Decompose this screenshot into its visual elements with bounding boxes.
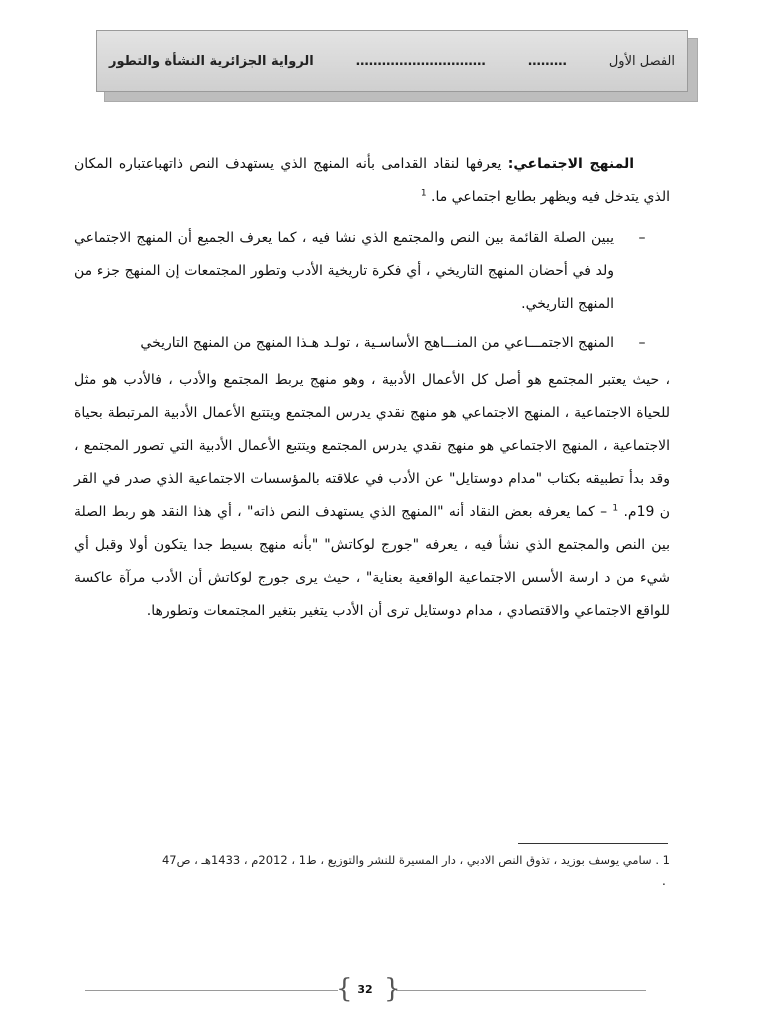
page-number-bracket-right: } <box>384 974 401 1004</box>
body-text-continued: – كما يعرفه بعض النقاد أنه "المنهج الذي يستهدف النص ذاته" ، أي هذا النقد هو ربط الصلة بين النص والمجتمع الذي نشأ فيه ، يعرفه "جورج لوكاتش" "بأنه منهج بسيط جدا يتكون أولا وقبل أي شيء من د ارسة الأسس الاجتماعية الواقعية بعناية" ، حيث يرى جورج لوكاتش أن الأدب مرآة عاكسة للواقع الاجتماعي والاقتصادي ، مدام دوستايل ترى أن الأدب يتغير بتغير المجتمعات وتطورها. <box>74 504 670 619</box>
header-title: الرواية الجزائرية النشأة والتطور <box>109 53 314 69</box>
bullet-dash: – <box>638 335 646 351</box>
footer-rule-left <box>85 990 338 991</box>
header-chapter: الفصل الأول <box>608 53 675 69</box>
bullet-item <box>74 327 670 360</box>
footnote-trailing-dot: . <box>662 874 666 888</box>
footer-rule-right <box>396 990 646 991</box>
header-dots-long: ………………………… <box>355 53 486 69</box>
bullet-item <box>74 222 670 321</box>
intro-term: المنهج الاجتماعي: <box>507 156 635 172</box>
running-header-content <box>109 43 675 79</box>
header-dots-short: ……… <box>527 53 567 69</box>
body-paragraph <box>74 364 670 628</box>
page-number: 32 <box>357 983 373 996</box>
intro-text: يعرفها لنقاد القدامى بأنه المنهج الذي يستهدف النص ذاتهباعتباره المكان الذي يتدخل فيه ويظهر بطابع اجتماعي ما. <box>74 156 670 205</box>
footnote: 1 . سامي يوسف بوزيد ، تذوق النص الادبي ، دار المسيرة للنشر والتوزيع ، ط1 ، 2012م ، 1433هـ ، ص47 <box>161 853 670 867</box>
intro-paragraph <box>74 148 670 214</box>
bullet-dash: – <box>638 230 646 246</box>
bullet-text: يبين الصلة القائمة بين النص والمجتمع الذي نشا فيه ، كما يعرف الجميع أن المنهج الاجتماعي ولد في أحضان المنهج التاريخي ، أي فكرة تاريخية الأدب وتطور المجتمعات إن المنهج جزء من المنهج التاريخي. <box>74 230 614 312</box>
body-footnote-ref: 1 <box>612 503 619 514</box>
page-number-bracket-left: { <box>336 974 353 1004</box>
bullet-text: المنهج الاجتمـــاعي من المنـــاهج الأساسـية ، تولـد هـذا المنهج من المنهج التاريخي <box>140 335 614 351</box>
body-text: ، حيث يعتبر المجتمع هو أصل كل الأعمال الأدبية ، وهو منهج يربط المجتمع والأدب ، فالأدب هو مثل للحياة الاجتماعية ، المنهج الاجتماعي هو منهج نقدي يدرس المجتمع ويتتبع الأعمال الأدبية المرتبطة بحياة الاجتماعية ، المنهج الاجتماعي هو منهج نقدي يدرس المجتمع ويتتبع الأعمال الأدبية التي تصور المجتمع ، وقد بدأ تطبيقه بكتاب "مدام دوستايل" عن الأدب في علاقته بالمؤسسات الاجتماعية الذي صدر في القر ن 19م. <box>74 372 671 520</box>
running-header <box>96 30 688 92</box>
page-body <box>74 148 670 628</box>
intro-footnote-ref: 1 <box>420 188 427 199</box>
footnote-separator <box>518 843 668 844</box>
